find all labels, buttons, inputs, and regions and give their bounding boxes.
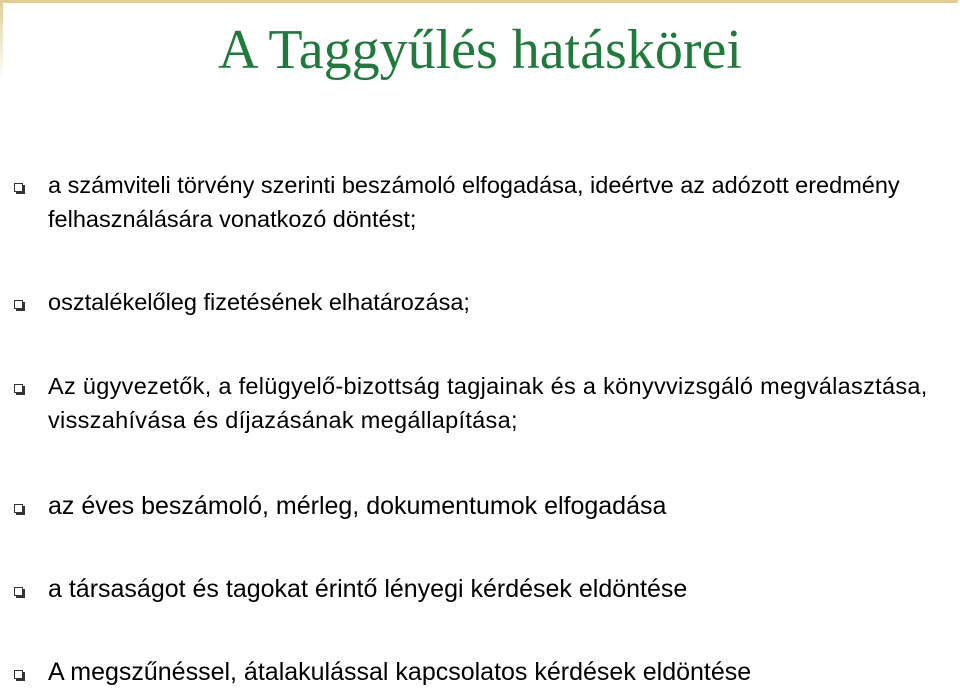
list-item (14, 487, 944, 525)
bullet-text: A megszűnéssel, átalakulással kapcsolatos kérdések eldöntése (48, 658, 752, 686)
checkbox-bullet-icon (14, 670, 23, 679)
list-item (14, 369, 944, 437)
list-item (14, 285, 944, 319)
list-item (14, 570, 944, 608)
checkbox-bullet-icon (14, 587, 23, 596)
slide-title: A Taggyűlés hatáskörei (218, 19, 742, 81)
checkbox-bullet-icon (14, 384, 23, 393)
bullet-text: az éves beszámoló, mérleg, dokumentumok elfogadása (48, 492, 667, 520)
checkbox-bullet-icon (14, 300, 23, 309)
checkbox-bullet-icon (14, 183, 23, 192)
checkbox-bullet-icon (14, 504, 23, 513)
bullet-text: a számviteli törvény szerinti beszámoló elfogadása, ideértve az adózott eredmény felhasználására vonatkozó döntést; (48, 172, 900, 232)
bullet-text: Az ügyvezetők, a felügyelő-bizottság tagjainak és a könyvvizsgáló megválasztása, visszahívása és díjazásának megállapítása; (48, 373, 928, 433)
list-item (14, 653, 944, 691)
list-item (14, 168, 944, 236)
bullet-text: a társaságot és tagokat érintő lényegi kérdések eldöntése (48, 575, 688, 603)
bullet-text: osztalékelőleg fizetésének elhatározása; (48, 289, 470, 315)
